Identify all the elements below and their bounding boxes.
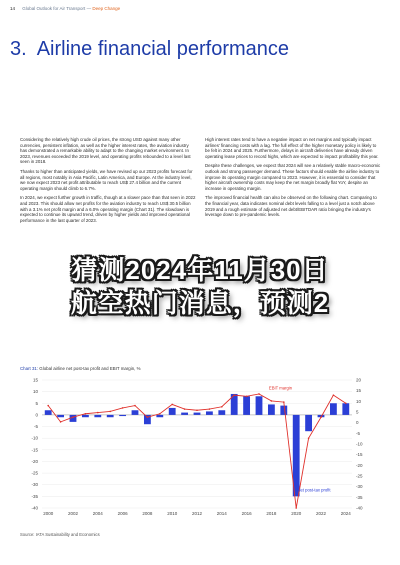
x-tick-label: 2006 [117,511,128,516]
ebit-point [159,413,161,415]
ebit-point [209,408,211,410]
profit-bar [280,406,287,415]
profit-bar [305,415,312,431]
x-tick-label: 2018 [266,511,277,516]
profit-bar [119,415,126,416]
x-tick-label: 2004 [92,511,103,516]
y-tick-label-left: 0 [35,412,38,418]
profit-bar [57,415,64,417]
paragraph: High interest rates tend to have a negative impact on net margins and typically impact airlines' financing costs with a lag. The full effect of the higher monetary policy is likely to be felt in 2024 and 2025. Furthermore, delays in aircraft deliveries have already driven operating lease prices to record highs, which are expected to impact profitability this year. [205,137,379,159]
profit-bar [169,408,176,415]
y-tick-label-left: -35 [31,493,38,499]
y-tick-label-right: 0 [356,420,359,426]
x-tick-label: 2010 [167,511,178,516]
ebit-point [147,416,149,418]
ebit-point [72,416,74,418]
header-separator: — [86,6,93,11]
profit-bar [45,410,52,415]
section-heading: Airline financial performance [36,38,290,60]
chart-label: Chart 31: [20,366,39,371]
paragraph: The improved financial health can also be observed on the following chart. Comparing to the financial year, data indicates nominal debt levels falling to a level just a notch above 2019 and a rough estimate of adjusted net debt/EBITDAR ratio bringing the industry's leverage down to pre-pandemic levels. [205,195,377,218]
profit-bar [243,396,250,415]
y-tick-label-right: -10 [356,441,363,447]
y-tick-label-left: -20 [31,458,38,464]
ebit-point [345,402,347,404]
ebit-point [97,412,99,414]
ebit-point [184,408,186,410]
y-tick-label-right: -15 [356,452,363,458]
y-tick-label-left: -30 [31,482,38,488]
ebit-point [271,400,273,402]
ebit-point [47,405,49,407]
x-tick-label: 2008 [142,511,153,516]
x-tick-label: 2024 [340,511,351,516]
ebit-point [258,393,260,395]
y-tick-label-left: -10 [31,435,38,441]
y-tick-label-right: -25 [356,473,363,479]
ebit-point [196,409,198,411]
ebit-point [233,394,235,396]
profit-bar [218,410,225,415]
x-tick-label: 2002 [67,511,79,516]
profit-bar [330,403,337,415]
x-tick-label: 2014 [216,511,227,516]
profit-bar [181,413,188,415]
ebit-point [308,437,310,439]
chart-title: Global airline net post-tax profit and EBIT margin, % [39,366,141,371]
ebit-point [60,421,62,423]
y-tick-label-right: -20 [356,462,363,468]
ebit-point [109,411,111,413]
y-tick-label-left: -40 [31,505,38,511]
paragraph: Despite these challenges, we expect that 2024 will see a relatively stable macro-economic outlook and strong passenger demand. These factors should enable the airline industry to improve its operating margin compared to 2023. However, it is essential to consider that higher aircraft ownership costs may keep the net margin broadly flat YoY, despite an increase in operating margin. [205,163,381,191]
profit-bar [132,410,139,415]
profit-bar [156,415,163,417]
paragraph: Considering the relatively high crude oil prices, the strong USD against many other currencies, persistent inflation, as well as the higher interest rates, the aviation industry has demonstrated a remarkable ability to adapt to the changing market environment. In 2023, revenues exceeded the 2019 level, and operating profits rebounded to a level last seen in 2018. [20,137,191,165]
paragraph: In 2024, we expect further growth in traffic, though at a slower pace than that seen in 2022 and 2023. This should allow net profits for the aviation industry to reach US$ 30.5 billion with a 3.1% net profit margin and a 6.0% operating margin (Chart 31). The slowdown is expected to continue its upward trend, driven by higher yields and improved operational performance in the last quarter of 2023. [20,195,196,223]
x-tick-label: 2012 [191,511,203,516]
section-title: Deep Change [92,6,121,11]
x-tick-label: 2022 [315,511,327,516]
profit-bar [82,415,89,417]
y-tick-label-left: 5 [35,400,38,406]
ebit-point [171,404,173,406]
y-tick-label-left: 15 [32,377,38,383]
ebit-point [122,407,124,409]
chart-source: Source: IATA Sustainability and Economics [20,532,100,537]
profit-bar [206,411,213,414]
y-tick-label-right: -30 [356,484,363,490]
page-number: 14 [10,6,16,11]
y-tick-label-right: 20 [356,377,362,383]
document-title: Global Outlook for Air Transport [22,6,86,11]
profit-bar [94,415,101,417]
x-tick-label: 2000 [43,511,54,516]
y-tick-label-right: -5 [356,430,361,436]
y-tick-label-right: 5 [356,409,359,415]
y-tick-label-right: -40 [356,505,363,511]
ebit-point [295,507,297,509]
x-tick-label: 2020 [291,511,302,516]
ebit-point [246,395,248,397]
ebit-point [333,394,335,396]
y-tick-label-left: -5 [33,424,38,430]
net-profit-label: Net post-tax profit [297,487,331,493]
section-number: 3. [10,38,27,60]
y-tick-label-left: -25 [31,470,38,476]
y-tick-label-left: 10 [32,389,38,395]
profit-bar [342,403,349,415]
profit-bar [256,396,263,415]
overlay-headline-line-1: 猜测2024年11月30日 [71,255,329,285]
ebit-margin-label: EBIT margin [268,385,293,391]
profit-bar [194,413,201,415]
y-tick-label-right: 15 [356,388,362,394]
ebit-point [283,401,285,403]
profit-bar [107,415,114,417]
overlay-headline-line-2: 航空热门消息，预测2 [70,288,330,318]
ebit-point [320,416,322,418]
paragraph: Thanks to higher than anticipated yields, we have revised up our 2023 profits forecast for all regions, most notably in Asia Pacific, Latin America, and Europe. At the industry level, we now expect 2023 net profit attributable to reach US$ 27.4 billion and the current operating margin should climb to 6.7%. [20,168,193,191]
ebit-point [85,413,87,415]
y-tick-label-right: 10 [356,398,362,404]
y-tick-label-right: -35 [356,494,363,500]
y-tick-label-left: -15 [31,447,38,453]
ebit-point [221,406,223,408]
x-tick-label: 2016 [241,511,252,516]
ebit-point [134,405,136,407]
profit-bar [268,404,275,414]
